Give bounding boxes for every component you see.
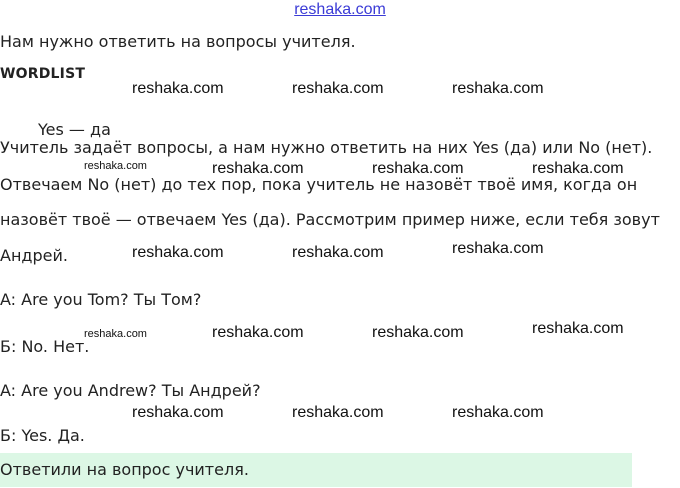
watermark: reshaka.com xyxy=(132,80,224,97)
intro-text: Нам нужно ответить на вопросы учителя. xyxy=(0,32,356,51)
watermark: reshaka.com xyxy=(132,404,224,421)
watermark: reshaka.com xyxy=(452,80,544,97)
header-watermark: reshaka.com xyxy=(294,1,386,18)
paragraph-line-2: Отвечаем No (нет) до тех пор, пока учитель не назовёт твоё имя, когда он xyxy=(0,175,638,194)
watermark: reshaka.com xyxy=(372,160,464,177)
watermark: reshaka.com xyxy=(452,240,544,257)
dialog-line-3: A: Are you Andrew? Ты Андрей? xyxy=(0,381,261,400)
cut-off-line: Yes — да xyxy=(38,120,111,139)
conclusion-text: Ответили на вопрос учителя. xyxy=(0,460,249,479)
watermark: reshaka.com xyxy=(212,324,304,341)
watermark: reshaka.com xyxy=(292,404,384,421)
paragraph-line-4: Андрей. xyxy=(0,246,68,265)
watermark: reshaka.com xyxy=(84,328,147,340)
watermark: reshaka.com xyxy=(452,404,544,421)
dialog-line-1: A: Are you Tom? Ты Том? xyxy=(0,290,202,309)
watermark: reshaka.com xyxy=(212,160,304,177)
watermark: reshaka.com xyxy=(132,244,224,261)
wordlist-heading: WORDLIST xyxy=(0,66,86,82)
watermark: reshaka.com xyxy=(292,80,384,97)
paragraph-line-3: назовёт твоё — отвечаем Yes (да). Рассмотрим пример ниже, если тебя зовут xyxy=(0,210,660,229)
watermark: reshaka.com xyxy=(532,160,624,177)
dialog-line-4: Б: Yes. Да. xyxy=(0,426,85,445)
watermark: reshaka.com xyxy=(84,160,147,172)
paragraph-line-1: Учитель задаёт вопросы, а нам нужно ответить на них Yes (да) или No (нет). xyxy=(0,138,653,157)
dialog-line-2: Б: No. Нет. xyxy=(0,337,90,356)
watermark: reshaka.com xyxy=(372,324,464,341)
watermark: reshaka.com xyxy=(532,320,624,337)
watermark: reshaka.com xyxy=(292,244,384,261)
